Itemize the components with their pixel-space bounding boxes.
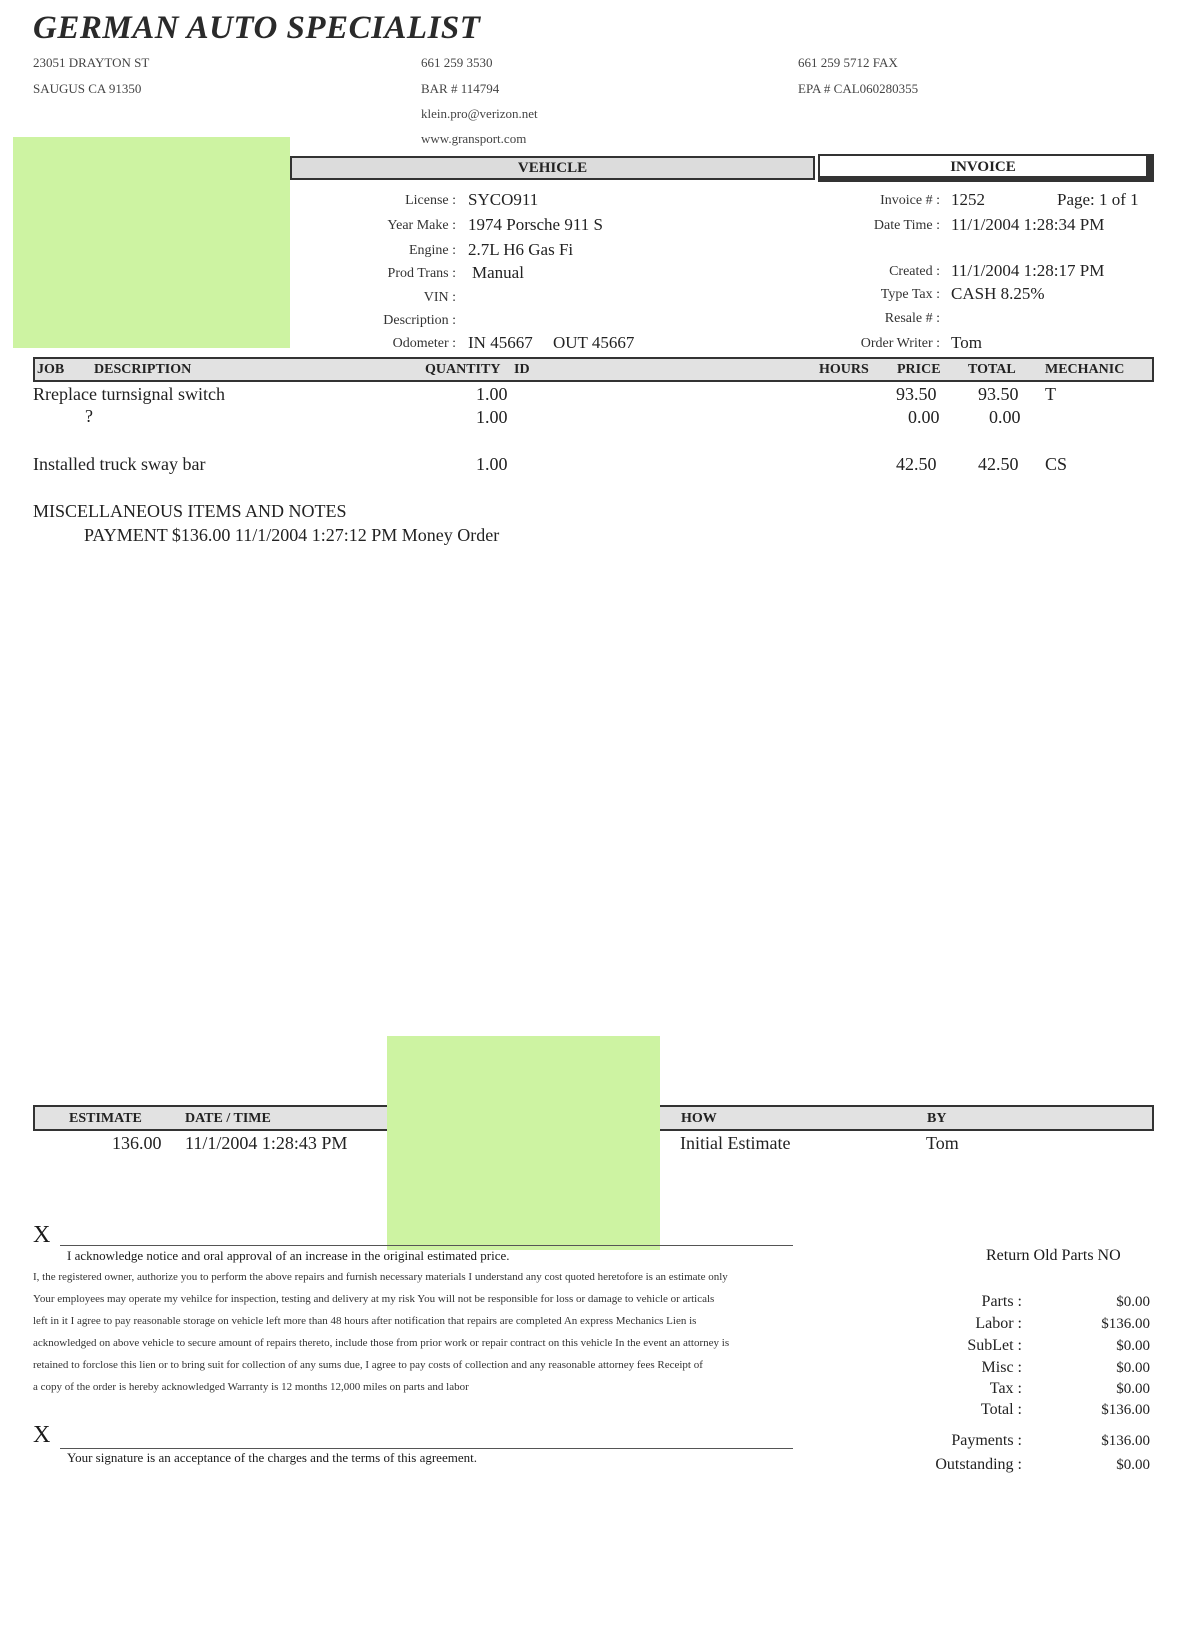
terms-line: I, the registered owner, authorize you to perform the above repairs and furnish necessary materials I understand any cost quoted heretofore is an estimate only [33, 1271, 728, 1283]
outstanding-value: $0.00 [1116, 1457, 1150, 1473]
prod-trans-label: Prod Trans : [387, 266, 456, 281]
invoice-number-label: Invoice # : [880, 193, 940, 208]
odometer-out-value: OUT 45667 [553, 333, 635, 352]
sublet-value: $0.00 [1116, 1338, 1150, 1354]
row-total: 42.50 [978, 454, 1019, 474]
row-price: 93.50 [896, 384, 937, 404]
order-writer-label: Order Writer : [860, 336, 940, 351]
col-job: JOB [37, 362, 65, 377]
address-line-2: SAUGUS CA 91350 [33, 81, 142, 96]
misc-title: MISCELLANEOUS ITEMS AND NOTES [33, 501, 347, 521]
row-description: Installed truck sway bar [33, 454, 206, 474]
terms-line: left in it I agree to pay reasonable storage on vehicle left more than 48 hours after notification that repairs are completed An express Mechanics Lien is [33, 1315, 697, 1327]
row-price: 42.50 [896, 454, 937, 474]
col-by: BY [927, 1111, 947, 1126]
type-tax-value: CASH 8.25% [951, 284, 1045, 303]
row-quantity: 1.00 [476, 407, 508, 427]
terms-line: Your employees may operate my vehilce for inspection, testing and delivery at my risk You will not be responsible for loss or damage to vehicle or articals [33, 1293, 715, 1305]
total-label: Total : [980, 1401, 1022, 1418]
acknowledgement-text: I acknowledge notice and oral approval of an increase in the original estimated price. [67, 1248, 510, 1263]
payment-note: PAYMENT $136.00 11/1/2004 1:27:12 PM Money Order [84, 525, 500, 545]
col-price: PRICE [897, 362, 941, 377]
row-quantity: 1.00 [476, 384, 508, 404]
created-value: 11/1/2004 1:28:17 PM [951, 261, 1105, 280]
col-quantity: QUANTITY [425, 362, 501, 377]
payments-value: $136.00 [1101, 1433, 1150, 1449]
tax-label: Tax : [989, 1380, 1022, 1397]
address-line-1: 23051 DRAYTON ST [33, 55, 150, 70]
prod-trans-value: Manual [472, 263, 524, 282]
col-id: ID [514, 362, 530, 377]
email-address: klein.pro@verizon.net [421, 106, 538, 121]
company-name: GERMAN AUTO SPECIALIST [33, 10, 481, 46]
vin-label: VIN : [423, 290, 456, 305]
page-indicator: Page: 1 of 1 [1057, 190, 1139, 209]
invoice-section-title: INVOICE [950, 159, 1016, 175]
description-label: Description : [383, 313, 456, 328]
col-date-time: DATE / TIME [185, 1111, 271, 1126]
terms-line: acknowledged on above vehicle to secure amount of repairs thereto, include those from prior work or repair contract on this vehicle In the event an attorney is [33, 1337, 730, 1349]
estimate-by: Tom [926, 1133, 959, 1153]
redaction-block-estimate [387, 1036, 660, 1250]
invoice-section-header [818, 154, 1154, 182]
tax-value: $0.00 [1116, 1381, 1150, 1397]
labor-label: Labor : [975, 1315, 1022, 1332]
date-time-label: Date Time : [873, 218, 940, 233]
row-description: Rreplace turnsignal switch [33, 384, 225, 404]
row-quantity: 1.00 [476, 454, 508, 474]
signature-acceptance-text: Your signature is an acceptance of the charges and the terms of this agreement. [67, 1450, 477, 1465]
return-old-parts: Return Old Parts NO [986, 1247, 1121, 1264]
estimate-amount: 136.00 [112, 1133, 162, 1153]
row-mechanic: CS [1045, 454, 1068, 474]
type-tax-label: Type Tax : [880, 287, 940, 302]
resale-label: Resale # : [884, 311, 940, 326]
epa-number: EPA # CAL060280355 [798, 81, 919, 96]
bar-number: BAR # 114794 [421, 81, 500, 96]
col-estimate: ESTIMATE [69, 1111, 142, 1126]
year-make-label: Year Make : [387, 218, 456, 233]
engine-value: 2.7L H6 Gas Fi [468, 240, 574, 259]
engine-label: Engine : [408, 243, 456, 258]
order-writer-value: Tom [951, 333, 982, 352]
signature-x-mark: X [33, 1422, 51, 1448]
odometer-label: Odometer : [392, 336, 456, 351]
phone-number: 661 259 3530 [421, 55, 493, 70]
job-table-header [33, 357, 1154, 382]
payments-label: Payments : [951, 1432, 1022, 1449]
col-description: DESCRIPTION [94, 362, 192, 377]
row-price: 0.00 [908, 407, 940, 427]
fax-number: 661 259 5712 FAX [798, 55, 898, 70]
row-total: 93.50 [978, 384, 1019, 404]
signature-x-mark: X [33, 1222, 51, 1248]
license-value: SYCO911 [468, 190, 539, 209]
invoice-number-value: 1252 [951, 190, 985, 209]
row-mechanic: T [1045, 384, 1056, 404]
labor-value: $136.00 [1101, 1316, 1150, 1332]
col-mechanic: MECHANIC [1045, 362, 1125, 377]
col-how: HOW [681, 1111, 717, 1126]
date-time-value: 11/1/2004 1:28:34 PM [951, 215, 1105, 234]
parts-value: $0.00 [1116, 1294, 1150, 1310]
website: www.gransport.com [421, 131, 527, 146]
sublet-label: SubLet : [967, 1337, 1022, 1354]
misc-value: $0.00 [1116, 1360, 1150, 1376]
terms-line: retained to forclose this lien or to bring suit for collection of any sums due, I agree to pay costs of collection and any reasonable attorney fees Receipt of [33, 1359, 703, 1371]
misc-label: Misc : [981, 1359, 1022, 1376]
vehicle-section-title: VEHICLE [517, 160, 588, 176]
estimate-how: Initial Estimate [680, 1133, 791, 1153]
vehicle-section-header [290, 156, 815, 180]
year-make-value: 1974 Porsche 911 S [468, 215, 603, 234]
signature-line[interactable] [60, 1448, 793, 1449]
created-label: Created : [889, 264, 940, 279]
row-description: ? [85, 406, 93, 426]
estimate-date-time: 11/1/2004 1:28:43 PM [185, 1133, 348, 1153]
outstanding-label: Outstanding : [935, 1456, 1022, 1473]
signature-line[interactable] [60, 1245, 793, 1246]
col-total: TOTAL [968, 362, 1016, 377]
col-hours: HOURS [819, 362, 869, 377]
terms-line: a copy of the order is hereby acknowledged Warranty is 12 months 12,000 miles on parts and labor [33, 1381, 469, 1393]
redaction-block-customer [13, 137, 290, 348]
odometer-in-value: IN 45667 [468, 333, 533, 352]
license-label: License : [405, 193, 456, 208]
total-value: $136.00 [1101, 1402, 1150, 1418]
parts-label: Parts : [981, 1293, 1022, 1310]
row-total: 0.00 [989, 407, 1021, 427]
